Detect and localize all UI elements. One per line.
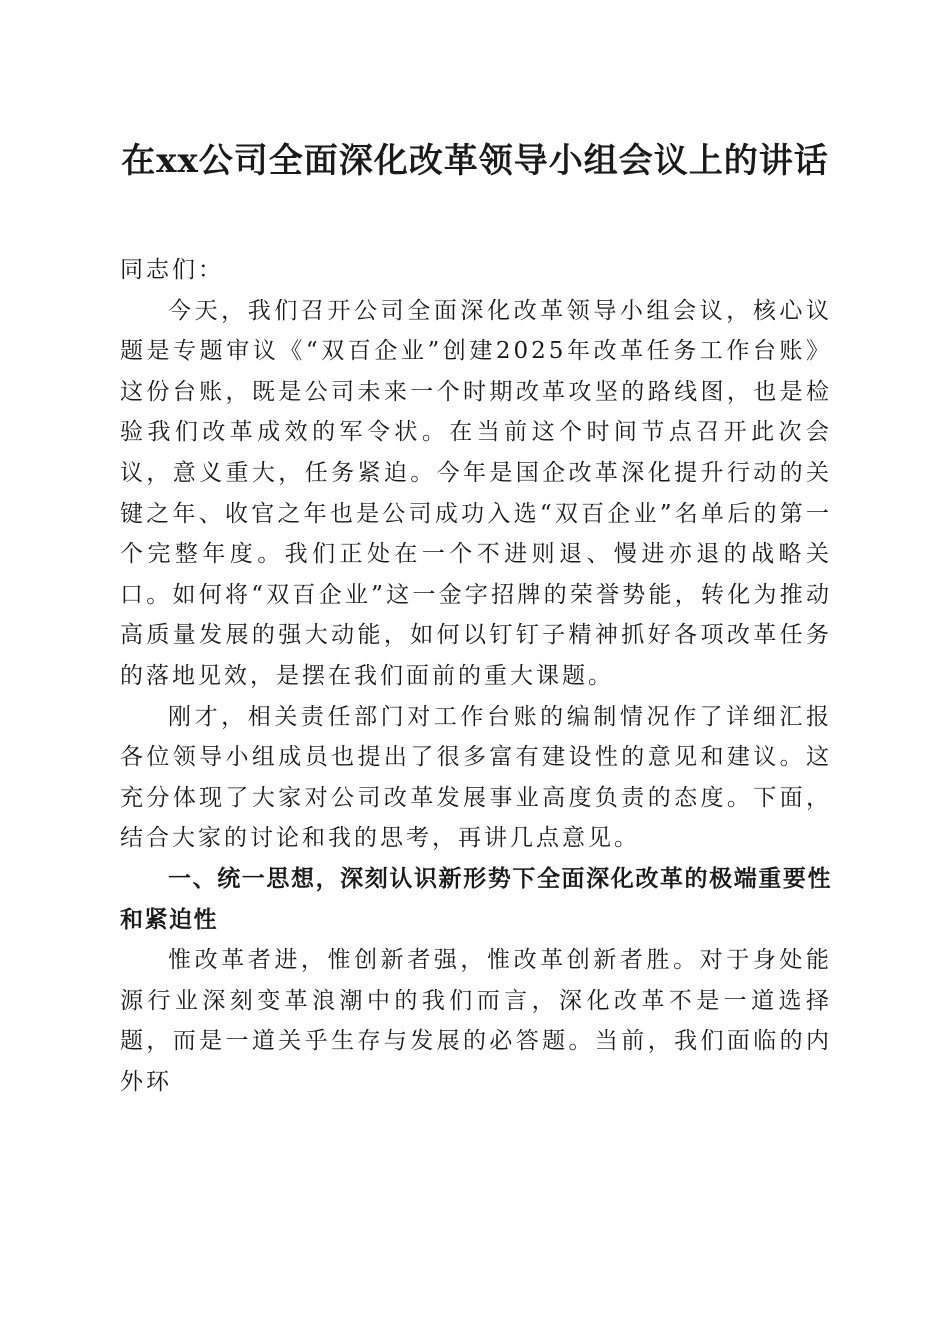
section-heading: 一、统一思想，深刻认识新形势下全面深化改革的极端重要性和紧迫性 bbox=[120, 865, 832, 933]
body-paragraph: 刚才，相关责任部门对工作台账的编制情况作了详细汇报各位领导小组成员也提出了很多富有建设性的意见和建议。这充分体现了大家对公司改革发展事业高度负责的态度。下面，结合大家的讨论和我的思考，再讲几点意见。 bbox=[120, 703, 832, 852]
salutation: 同志们： bbox=[120, 257, 224, 283]
document-body bbox=[120, 250, 832, 1102]
body-paragraph: 惟改革者进，惟创新者强，惟改革创新者胜。对于身处能源行业深刻变革浪潮中的我们而言，深化改革不是一道选择题，而是一道关乎生存与发展的必答题。当前，我们面临的内外环 bbox=[120, 947, 832, 1095]
document-title: 在xx公司全面深化改革领导小组会议上的讲话 bbox=[121, 141, 829, 181]
body-paragraph: 今天，我们召开公司全面深化改革领导小组会议，核心议题是专题审议《“双百企业”创建2025年改革任务工作台账》这份台账，既是公司未来一个时期改革攻坚的路线图，也是检验我们改革成效的军令状。在当前这个时间节点召开此次会议，意义重大，任务紧迫。今年是国企改革深化提升行动的关键之年、收官之年也是公司成功入选“双百企业”名单后的第一个完整年度。我们正处在一个不进则退、慢进亦退的战略关口。如何将“双百企业”这一金字招牌的荣誉势能，转化为推动高质量发展的强大动能，如何以钉钉子精神抓好各项改革任务的落地见效，是摆在我们面前的重大课题。 bbox=[120, 297, 832, 689]
